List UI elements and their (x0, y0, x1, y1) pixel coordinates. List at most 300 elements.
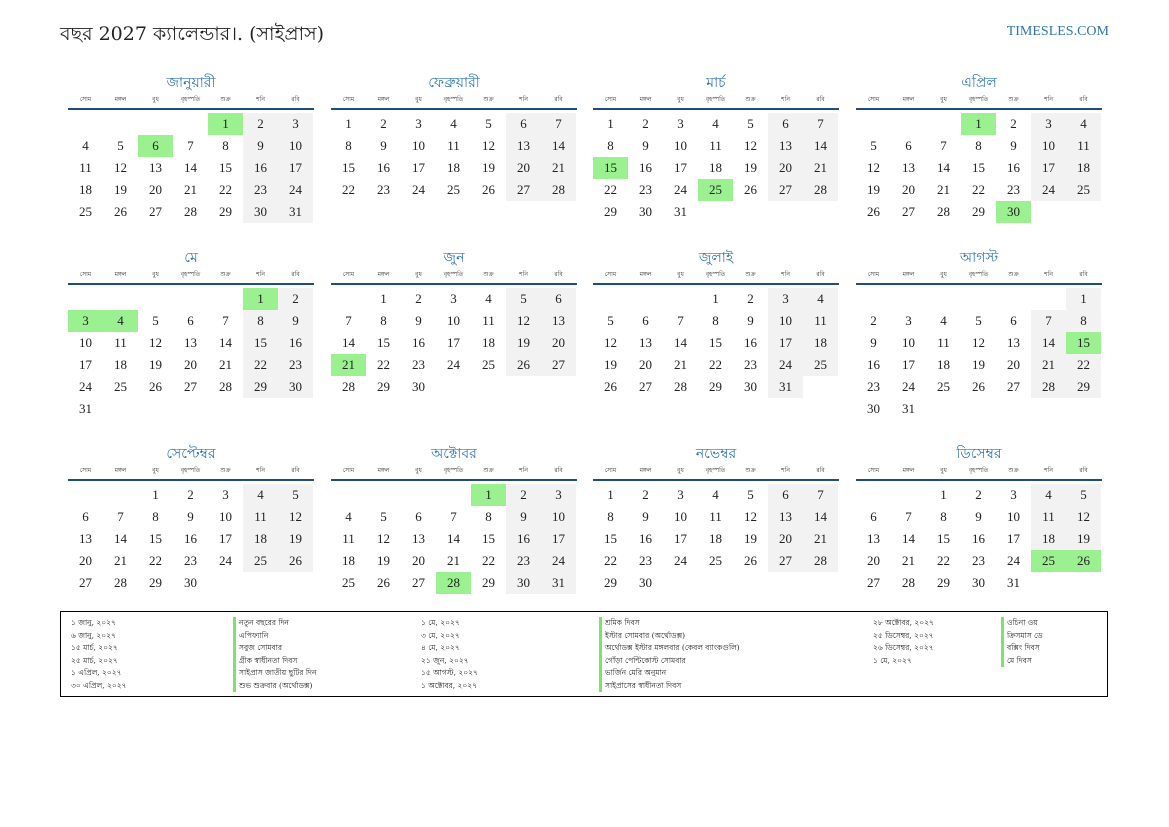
day-cell[interactable]: 2 (642, 487, 649, 502)
day-cell[interactable]: 23 (412, 357, 425, 372)
day-cell[interactable]: 9 (380, 138, 387, 153)
day-cell[interactable]: 30 (243, 201, 278, 223)
day-cell[interactable]: 5 (506, 288, 541, 310)
day-cell[interactable]: 6 (187, 313, 194, 328)
day-cell[interactable]: 26 (867, 204, 880, 219)
day-cell[interactable]: 27 (902, 204, 915, 219)
day-cell[interactable]: 1 (345, 116, 352, 131)
day-cell[interactable]: 3 (450, 291, 457, 306)
day-cell[interactable]: 25 (342, 575, 355, 590)
day-cell[interactable]: 26 (972, 379, 985, 394)
day-cell[interactable]: 14 (342, 335, 355, 350)
day-cell[interactable]: 5 (117, 138, 124, 153)
day-cell[interactable]: 8 (380, 313, 387, 328)
day-cell[interactable]: 10 (902, 335, 915, 350)
day-cell[interactable]: 7 (940, 138, 947, 153)
day-cell[interactable]: 4 (1031, 484, 1066, 506)
day-cell[interactable]: 22 (604, 182, 617, 197)
day-cell[interactable]: 7 (803, 484, 838, 506)
day-cell[interactable]: 18 (709, 160, 722, 175)
day-cell[interactable]: 2 (747, 291, 754, 306)
day-cell[interactable]: 16 (639, 160, 652, 175)
day-cell[interactable]: 22 (243, 354, 278, 376)
day-cell[interactable]: 19 (278, 528, 313, 550)
day-cell[interactable]: 16 (639, 531, 652, 546)
day-cell[interactable]: 9 (870, 335, 877, 350)
holiday-day-cell[interactable]: 21 (331, 354, 366, 376)
day-cell[interactable]: 25 (709, 553, 722, 568)
day-cell[interactable]: 20 (768, 528, 803, 550)
day-cell[interactable]: 28 (541, 179, 576, 201)
day-cell[interactable]: 20 (412, 553, 425, 568)
day-cell[interactable]: 7 (345, 313, 352, 328)
day-cell[interactable]: 27 (867, 575, 880, 590)
day-cell[interactable]: 14 (114, 531, 127, 546)
day-cell[interactable]: 8 (607, 138, 614, 153)
day-cell[interactable]: 28 (674, 379, 687, 394)
day-cell[interactable]: 20 (768, 157, 803, 179)
day-cell[interactable]: 23 (1007, 182, 1020, 197)
day-cell[interactable]: 17 (674, 531, 687, 546)
day-cell[interactable]: 5 (380, 509, 387, 524)
day-cell[interactable]: 15 (482, 531, 495, 546)
day-cell[interactable]: 5 (1066, 484, 1101, 506)
day-cell[interactable]: 21 (219, 357, 232, 372)
day-cell[interactable]: 20 (149, 182, 162, 197)
day-cell[interactable]: 19 (867, 182, 880, 197)
day-cell[interactable]: 31 (902, 401, 915, 416)
day-cell[interactable]: 10 (674, 509, 687, 524)
day-cell[interactable]: 1 (607, 487, 614, 502)
day-cell[interactable]: 11 (243, 506, 278, 528)
day-cell[interactable]: 19 (744, 531, 757, 546)
day-cell[interactable]: 13 (768, 506, 803, 528)
day-cell[interactable]: 29 (149, 575, 162, 590)
day-cell[interactable]: 29 (243, 376, 278, 398)
day-cell[interactable]: 4 (940, 313, 947, 328)
day-cell[interactable]: 13 (639, 335, 652, 350)
day-cell[interactable]: 13 (867, 531, 880, 546)
day-cell[interactable]: 8 (152, 509, 159, 524)
day-cell[interactable]: 30 (867, 401, 880, 416)
day-cell[interactable]: 1 (712, 291, 719, 306)
day-cell[interactable]: 3 (415, 116, 422, 131)
day-cell[interactable]: 21 (1031, 354, 1066, 376)
day-cell[interactable]: 24 (1007, 553, 1020, 568)
day-cell[interactable]: 26 (149, 379, 162, 394)
day-cell[interactable]: 14 (219, 335, 232, 350)
day-cell[interactable]: 30 (744, 379, 757, 394)
day-cell[interactable]: 9 (975, 509, 982, 524)
holiday-day-cell[interactable]: 3 (68, 310, 103, 332)
day-cell[interactable]: 3 (541, 484, 576, 506)
day-cell[interactable]: 10 (1007, 509, 1020, 524)
day-cell[interactable]: 14 (803, 506, 838, 528)
day-cell[interactable]: 1 (607, 116, 614, 131)
day-cell[interactable]: 28 (803, 179, 838, 201)
day-cell[interactable]: 26 (506, 354, 541, 376)
day-cell[interactable]: 14 (937, 160, 950, 175)
day-cell[interactable]: 8 (940, 509, 947, 524)
day-cell[interactable]: 23 (639, 553, 652, 568)
day-cell[interactable]: 18 (447, 160, 460, 175)
day-cell[interactable]: 24 (541, 550, 576, 572)
day-cell[interactable]: 22 (972, 182, 985, 197)
day-cell[interactable]: 30 (639, 575, 652, 590)
day-cell[interactable]: 18 (79, 182, 92, 197)
day-cell[interactable]: 31 (1007, 575, 1020, 590)
day-cell[interactable]: 16 (972, 531, 985, 546)
day-cell[interactable]: 13 (1007, 335, 1020, 350)
day-cell[interactable]: 19 (482, 160, 495, 175)
day-cell[interactable]: 21 (937, 182, 950, 197)
day-cell[interactable]: 25 (937, 379, 950, 394)
day-cell[interactable]: 18 (243, 528, 278, 550)
day-cell[interactable]: 2 (506, 484, 541, 506)
day-cell[interactable]: 3 (677, 487, 684, 502)
day-cell[interactable]: 29 (1066, 376, 1101, 398)
day-cell[interactable]: 11 (1031, 506, 1066, 528)
day-cell[interactable]: 10 (541, 506, 576, 528)
day-cell[interactable]: 21 (803, 157, 838, 179)
day-cell[interactable]: 20 (902, 182, 915, 197)
day-cell[interactable]: 12 (482, 138, 495, 153)
day-cell[interactable]: 12 (278, 506, 313, 528)
day-cell[interactable]: 17 (674, 160, 687, 175)
day-cell[interactable]: 23 (972, 553, 985, 568)
day-cell[interactable]: 21 (447, 553, 460, 568)
day-cell[interactable]: 24 (412, 182, 425, 197)
day-cell[interactable]: 5 (607, 313, 614, 328)
day-cell[interactable]: 23 (867, 379, 880, 394)
day-cell[interactable]: 14 (184, 160, 197, 175)
day-cell[interactable]: 15 (243, 332, 278, 354)
day-cell[interactable]: 10 (412, 138, 425, 153)
day-cell[interactable]: 5 (747, 487, 754, 502)
day-cell[interactable]: 10 (674, 138, 687, 153)
day-cell[interactable]: 27 (506, 179, 541, 201)
day-cell[interactable]: 31 (278, 201, 313, 223)
day-cell[interactable]: 18 (482, 335, 495, 350)
day-cell[interactable]: 29 (219, 204, 232, 219)
day-cell[interactable]: 9 (642, 509, 649, 524)
day-cell[interactable]: 26 (114, 204, 127, 219)
day-cell[interactable]: 3 (1031, 113, 1066, 135)
day-cell[interactable]: 24 (1031, 179, 1066, 201)
day-cell[interactable]: 9 (243, 135, 278, 157)
day-cell[interactable]: 14 (674, 335, 687, 350)
day-cell[interactable]: 11 (114, 335, 127, 350)
day-cell[interactable]: 6 (870, 509, 877, 524)
day-cell[interactable]: 29 (604, 575, 617, 590)
day-cell[interactable]: 20 (867, 553, 880, 568)
day-cell[interactable]: 16 (867, 357, 880, 372)
day-cell[interactable]: 20 (79, 553, 92, 568)
day-cell[interactable]: 2 (415, 291, 422, 306)
day-cell[interactable]: 26 (377, 575, 390, 590)
day-cell[interactable]: 24 (674, 182, 687, 197)
day-cell[interactable]: 1 (940, 487, 947, 502)
day-cell[interactable]: 7 (905, 509, 912, 524)
day-cell[interactable]: 4 (243, 484, 278, 506)
day-cell[interactable]: 31 (541, 572, 576, 594)
day-cell[interactable]: 17 (79, 357, 92, 372)
day-cell[interactable]: 9 (747, 313, 754, 328)
day-cell[interactable]: 5 (870, 138, 877, 153)
day-cell[interactable]: 9 (278, 310, 313, 332)
day-cell[interactable]: 20 (541, 332, 576, 354)
holiday-day-cell[interactable]: 15 (593, 157, 628, 179)
day-cell[interactable]: 13 (506, 135, 541, 157)
day-cell[interactable]: 12 (972, 335, 985, 350)
day-cell[interactable]: 14 (541, 135, 576, 157)
day-cell[interactable]: 30 (639, 204, 652, 219)
day-cell[interactable]: 11 (482, 313, 495, 328)
day-cell[interactable]: 20 (639, 357, 652, 372)
day-cell[interactable]: 29 (377, 379, 390, 394)
day-cell[interactable]: 9 (187, 509, 194, 524)
day-cell[interactable]: 26 (744, 553, 757, 568)
day-cell[interactable]: 27 (768, 550, 803, 572)
day-cell[interactable]: 8 (243, 310, 278, 332)
day-cell[interactable]: 19 (377, 553, 390, 568)
day-cell[interactable]: 12 (604, 335, 617, 350)
day-cell[interactable]: 11 (447, 138, 460, 153)
day-cell[interactable]: 21 (114, 553, 127, 568)
day-cell[interactable]: 28 (114, 575, 127, 590)
holiday-day-cell[interactable]: 1 (471, 484, 506, 506)
day-cell[interactable]: 30 (506, 572, 541, 594)
holiday-day-cell[interactable]: 1 (243, 288, 278, 310)
day-cell[interactable]: 13 (149, 160, 162, 175)
day-cell[interactable]: 4 (712, 487, 719, 502)
day-cell[interactable]: 25 (447, 182, 460, 197)
day-cell[interactable]: 30 (184, 575, 197, 590)
day-cell[interactable]: 22 (709, 357, 722, 372)
day-cell[interactable]: 25 (803, 354, 838, 376)
holiday-day-cell[interactable]: 25 (1031, 550, 1066, 572)
day-cell[interactable]: 2 (187, 487, 194, 502)
day-cell[interactable]: 10 (79, 335, 92, 350)
day-cell[interactable]: 7 (187, 138, 194, 153)
day-cell[interactable]: 6 (768, 484, 803, 506)
day-cell[interactable]: 10 (219, 509, 232, 524)
day-cell[interactable]: 24 (902, 379, 915, 394)
day-cell[interactable]: 28 (184, 204, 197, 219)
day-cell[interactable]: 12 (114, 160, 127, 175)
holiday-day-cell[interactable]: 1 (961, 113, 996, 135)
day-cell[interactable]: 3 (768, 288, 803, 310)
day-cell[interactable]: 24 (447, 357, 460, 372)
day-cell[interactable]: 9 (1010, 138, 1017, 153)
day-cell[interactable]: 29 (972, 204, 985, 219)
day-cell[interactable]: 16 (506, 528, 541, 550)
day-cell[interactable]: 16 (184, 531, 197, 546)
day-cell[interactable]: 31 (768, 376, 803, 398)
day-cell[interactable]: 19 (114, 182, 127, 197)
day-cell[interactable]: 11 (803, 310, 838, 332)
day-cell[interactable]: 10 (447, 313, 460, 328)
day-cell[interactable]: 12 (1066, 506, 1101, 528)
day-cell[interactable]: 28 (937, 204, 950, 219)
day-cell[interactable]: 7 (117, 509, 124, 524)
day-cell[interactable]: 7 (541, 113, 576, 135)
day-cell[interactable]: 5 (485, 116, 492, 131)
day-cell[interactable]: 1 (152, 487, 159, 502)
day-cell[interactable]: 22 (342, 182, 355, 197)
day-cell[interactable]: 2 (642, 116, 649, 131)
day-cell[interactable]: 22 (1066, 354, 1101, 376)
day-cell[interactable]: 23 (184, 553, 197, 568)
day-cell[interactable]: 10 (1031, 135, 1066, 157)
day-cell[interactable]: 20 (1007, 357, 1020, 372)
day-cell[interactable]: 22 (377, 357, 390, 372)
day-cell[interactable]: 25 (114, 379, 127, 394)
day-cell[interactable]: 7 (222, 313, 229, 328)
day-cell[interactable]: 11 (79, 160, 92, 175)
day-cell[interactable]: 28 (219, 379, 232, 394)
day-cell[interactable]: 6 (506, 113, 541, 135)
day-cell[interactable]: 23 (506, 550, 541, 572)
day-cell[interactable]: 21 (541, 157, 576, 179)
day-cell[interactable]: 6 (905, 138, 912, 153)
day-cell[interactable]: 27 (184, 379, 197, 394)
day-cell[interactable]: 7 (1031, 310, 1066, 332)
day-cell[interactable]: 17 (1007, 531, 1020, 546)
day-cell[interactable]: 18 (709, 531, 722, 546)
day-cell[interactable]: 27 (149, 204, 162, 219)
day-cell[interactable]: 13 (184, 335, 197, 350)
day-cell[interactable]: 8 (345, 138, 352, 153)
day-cell[interactable]: 5 (975, 313, 982, 328)
day-cell[interactable]: 8 (485, 509, 492, 524)
day-cell[interactable]: 17 (412, 160, 425, 175)
day-cell[interactable]: 14 (803, 135, 838, 157)
day-cell[interactable]: 12 (506, 310, 541, 332)
day-cell[interactable]: 26 (278, 550, 313, 572)
day-cell[interactable]: 19 (972, 357, 985, 372)
day-cell[interactable]: 13 (902, 160, 915, 175)
day-cell[interactable]: 30 (412, 379, 425, 394)
day-cell[interactable]: 21 (902, 553, 915, 568)
day-cell[interactable]: 20 (506, 157, 541, 179)
day-cell[interactable]: 27 (768, 179, 803, 201)
day-cell[interactable]: 6 (1010, 313, 1017, 328)
day-cell[interactable]: 22 (482, 553, 495, 568)
day-cell[interactable]: 3 (905, 313, 912, 328)
day-cell[interactable]: 29 (482, 575, 495, 590)
day-cell[interactable]: 28 (342, 379, 355, 394)
day-cell[interactable]: 15 (219, 160, 232, 175)
day-cell[interactable]: 26 (604, 379, 617, 394)
day-cell[interactable]: 12 (377, 531, 390, 546)
day-cell[interactable]: 22 (149, 553, 162, 568)
day-cell[interactable]: 23 (278, 354, 313, 376)
day-cell[interactable]: 27 (541, 354, 576, 376)
holiday-day-cell[interactable]: 26 (1066, 550, 1101, 572)
day-cell[interactable]: 29 (604, 204, 617, 219)
day-cell[interactable]: 19 (1066, 528, 1101, 550)
day-cell[interactable]: 5 (747, 116, 754, 131)
day-cell[interactable]: 16 (1007, 160, 1020, 175)
day-cell[interactable]: 15 (709, 335, 722, 350)
day-cell[interactable]: 31 (674, 204, 687, 219)
day-cell[interactable]: 9 (506, 506, 541, 528)
day-cell[interactable]: 25 (482, 357, 495, 372)
day-cell[interactable]: 18 (803, 332, 838, 354)
day-cell[interactable]: 28 (1031, 376, 1066, 398)
day-cell[interactable]: 31 (79, 401, 92, 416)
day-cell[interactable]: 11 (709, 138, 722, 153)
day-cell[interactable]: 8 (712, 313, 719, 328)
holiday-day-cell[interactable]: 25 (698, 179, 733, 201)
day-cell[interactable]: 13 (541, 310, 576, 332)
day-cell[interactable]: 4 (345, 509, 352, 524)
day-cell[interactable]: 5 (278, 484, 313, 506)
day-cell[interactable]: 29 (709, 379, 722, 394)
day-cell[interactable]: 11 (937, 335, 950, 350)
day-cell[interactable]: 18 (1031, 528, 1066, 550)
day-cell[interactable]: 23 (639, 182, 652, 197)
day-cell[interactable]: 19 (744, 160, 757, 175)
day-cell[interactable]: 6 (541, 288, 576, 310)
day-cell[interactable]: 2 (1010, 116, 1017, 131)
day-cell[interactable]: 21 (803, 528, 838, 550)
day-cell[interactable]: 11 (709, 509, 722, 524)
day-cell[interactable]: 24 (768, 354, 803, 376)
day-cell[interactable]: 11 (342, 531, 355, 546)
day-cell[interactable]: 26 (744, 182, 757, 197)
day-cell[interactable]: 4 (485, 291, 492, 306)
day-cell[interactable]: 18 (937, 357, 950, 372)
day-cell[interactable]: 13 (79, 531, 92, 546)
day-cell[interactable]: 2 (243, 113, 278, 135)
day-cell[interactable]: 9 (642, 138, 649, 153)
holiday-day-cell[interactable]: 4 (103, 310, 138, 332)
day-cell[interactable]: 22 (604, 553, 617, 568)
day-cell[interactable]: 13 (768, 135, 803, 157)
day-cell[interactable]: 14 (1031, 332, 1066, 354)
day-cell[interactable]: 2 (870, 313, 877, 328)
day-cell[interactable]: 4 (712, 116, 719, 131)
day-cell[interactable]: 7 (803, 113, 838, 135)
day-cell[interactable]: 26 (482, 182, 495, 197)
day-cell[interactable]: 11 (1066, 135, 1101, 157)
day-cell[interactable]: 12 (149, 335, 162, 350)
day-cell[interactable]: 8 (222, 138, 229, 153)
day-cell[interactable]: 19 (149, 357, 162, 372)
day-cell[interactable]: 17 (219, 531, 232, 546)
day-cell[interactable]: 27 (1007, 379, 1020, 394)
day-cell[interactable]: 6 (82, 509, 89, 524)
day-cell[interactable]: 18 (342, 553, 355, 568)
day-cell[interactable]: 30 (278, 376, 313, 398)
day-cell[interactable]: 4 (450, 116, 457, 131)
day-cell[interactable]: 14 (902, 531, 915, 546)
day-cell[interactable]: 10 (278, 135, 313, 157)
day-cell[interactable]: 18 (1066, 157, 1101, 179)
day-cell[interactable]: 13 (412, 531, 425, 546)
day-cell[interactable]: 12 (867, 160, 880, 175)
day-cell[interactable]: 8 (975, 138, 982, 153)
day-cell[interactable]: 15 (937, 531, 950, 546)
holiday-day-cell[interactable]: 6 (138, 135, 173, 157)
day-cell[interactable]: 23 (744, 357, 757, 372)
day-cell[interactable]: 6 (415, 509, 422, 524)
day-cell[interactable]: 8 (1066, 310, 1101, 332)
holiday-day-cell[interactable]: 15 (1066, 332, 1101, 354)
day-cell[interactable]: 27 (412, 575, 425, 590)
